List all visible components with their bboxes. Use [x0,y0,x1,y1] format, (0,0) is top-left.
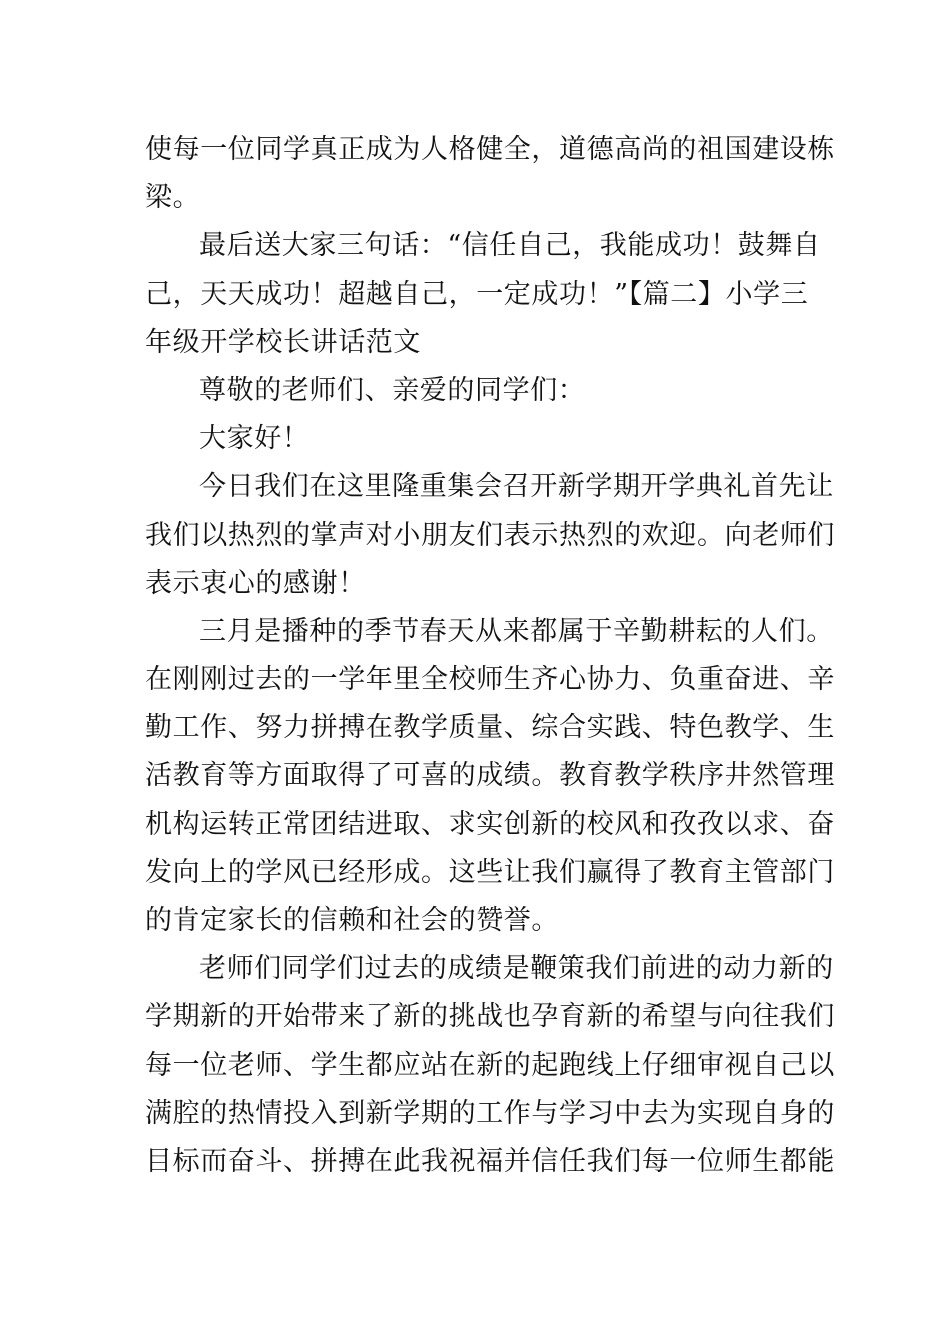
text-line: 使每一位同学真正成为人格健全，道德高尚的祖国建设栋 [145,134,835,165]
text-line: 表示衷心的感谢！ [145,567,366,599]
text-line: 尊敬的老师们、亲爱的同学们： [199,374,586,406]
text-line: 我们以热烈的掌声对小朋友们表示热烈的欢迎。向老师们 [145,519,835,551]
text-line: 大家好！ [199,423,310,455]
text-line: 的肯定家长的信赖和社会的赞誉。 [145,905,559,936]
text-line: 在刚刚过去的一学年里全校师生齐心协力、负重奋进、辛 [145,664,835,696]
text-line: 机构运转正常团结进取、求实创新的校风和孜孜以求、奋 [145,808,835,840]
text-line: 发向上的学风已经形成。这些让我们赢得了教育主管部门 [145,856,835,888]
text-line: 满腔的热情投入到新学期的工作与学习中去为实现自身的 [145,1097,835,1129]
text-line: 老师们同学们过去的成绩是鞭策我们前进的动力新的 [199,953,834,985]
text-line: 己，天天成功！超越自己，一定成功！”【篇二】小学三 [145,278,809,310]
document-body [145,126,835,1186]
text-line: 活教育等方面取得了可喜的成绩。教育教学秩序井然管理 [145,760,835,792]
text-line: 目标而奋斗、拼搏在此我祝福并信任我们每一位师生都能 [145,1145,835,1177]
text-line: 今日我们在这里隆重集会召开新学期开学典礼首先让 [199,471,834,503]
text-line: 勤工作、努力拼搏在教学质量、综合实践、特色教学、生 [145,712,835,744]
text-line: 最后送大家三句话：“信任自己，我能成功！鼓舞自 [199,230,821,262]
text-line: 年级开学校长讲话范文 [145,326,421,358]
text-line: 每一位老师、学生都应站在新的起跑线上仔细审视自己以 [145,1049,835,1081]
text-line: 梁。 [145,182,201,214]
text-line: 学期新的开始带来了新的挑战也孕育新的希望与向往我们 [145,1001,835,1033]
text-line: 三月是播种的季节春天从来都属于辛勤耕耘的人们。 [199,615,834,647]
